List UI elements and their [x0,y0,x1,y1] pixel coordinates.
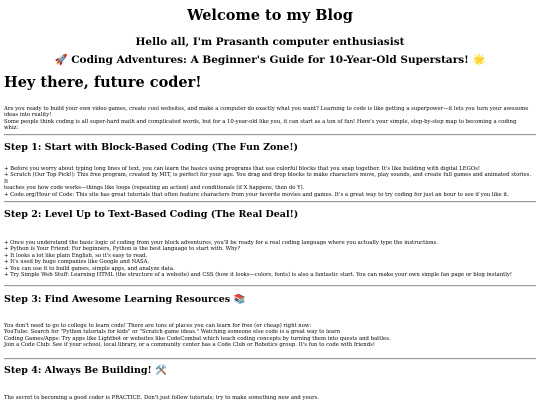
section-heading-text: Step 3: Find Awesome Learning Resources [4,294,231,305]
rocket-icon: 🚀 [54,54,68,66]
site-title: Welcome to my Blog [187,7,353,24]
section-heading-step-1: Step 1: Start with Block-Based Coding (The Fun Zone!) [4,142,299,153]
list-item: teaches you how code works—things like loops (repeating an action) and conditionals (if X happens, then do Y). [4,185,305,192]
post-title [4,54,536,67]
intro-line: Some people think coding is all super-hard math and complicated words, but for a 10-year-old like you, it can start as a ton of fun! Here's your simple, step-by-step map to becoming a coding whiz: [4,118,517,132]
list-item: + It looks a lot like plain English, so it's easy to read. [4,252,148,259]
site-subtitle: Hello all, I'm Prasanth computer enthusiasist [135,36,405,48]
section-heading-step-2: Step 2: Level Up to Text-Based Coding (The Real Deal!) [4,209,299,220]
section-divider [4,358,536,360]
section-heading-text: Step 4: Always Be Building! [4,365,152,376]
section-body-step-2 [4,240,532,278]
section-divider [4,134,536,136]
intro-heading: Hey there, future coder! [4,74,202,91]
section-heading-step-4 [4,365,167,377]
list-item: + Python is Your Friend: For beginners, Python is the best language to start with. Why? [4,246,241,253]
list-item: + Before you worry about typing long lines of text, you can learn the basics using programs that use colorful blocks that you snap together. It's like building with digital LEGOs! [4,166,481,172]
books-icon: 📚 [233,294,246,305]
post-title-text: Coding Adventures: A Beginner's Guide for 10-Year-Old Superstars! [71,54,469,66]
list-item: + It's used by huge companies like Google and NASA. [4,259,150,266]
list-item: + Code.org/Hour of Code: This site has great tutorials that often feature characters from your favorite movies and games. It's a great way to try coding for just an hour to see if you like it. [4,191,509,198]
star-icon: 🌟 [472,54,486,66]
section-divider [4,201,536,203]
section-divider [4,285,536,287]
list-item: + Once you understand the basic logic of coding from your block adventures, you'll be ready for a real coding language where you actually type the instructions. [4,240,438,246]
list-item: The secret to becoming a good coder is PRACTICE. Don't just follow tutorials; try to make something new and yours. [4,395,319,401]
section-body-step-4 [4,395,532,401]
section-body-step-1 [4,166,532,198]
hammer-wrench-icon: 🛠️ [154,365,167,376]
section-heading-step-3 [4,294,245,306]
list-item: + You can use it to build games, simple apps, and analyze data. [4,265,175,272]
list-item: + Try Simple Web Stuff: Learning HTML (the structure of a website) and CSS (how it looks—colors, fonts) is also a fantastic start. You can make your own simple fan page or blog instantly! [4,272,513,279]
intro-line: ideas into reality! [4,112,52,119]
intro-line: Are you ready to build your own video games, create cool websites, and make a computer do exactly what you want? Learning to code is like getting a superpower—it lets you turn your awesome [4,106,529,112]
intro-paragraph [4,106,532,132]
list-item: YouTube: Search for "Python tutorials for kids" or "Scratch game ideas." Watching someone else code is a great way to learn [4,329,341,336]
list-item: + Scratch (Our Top Pick!): This free program, created by MIT, is perfect for your age. You drag and drop blocks to make characters move, play sounds, and create full games and animated stories. It [4,172,532,185]
list-item: Join a Code Club: See if your school, local library, or a community center has a Code Club or Robotics group. It's fun to code with friends! [4,342,375,349]
section-body-step-3 [4,323,532,349]
list-item: You don't need to go to college to learn code! There are tons of places you can learn for free (or cheap) right now: [4,323,312,329]
list-item: Coding Games/Apps: Try apps like Lightbot or websites like CodeCombat which teach coding concepts by turning them into quests and battles. [4,335,391,342]
